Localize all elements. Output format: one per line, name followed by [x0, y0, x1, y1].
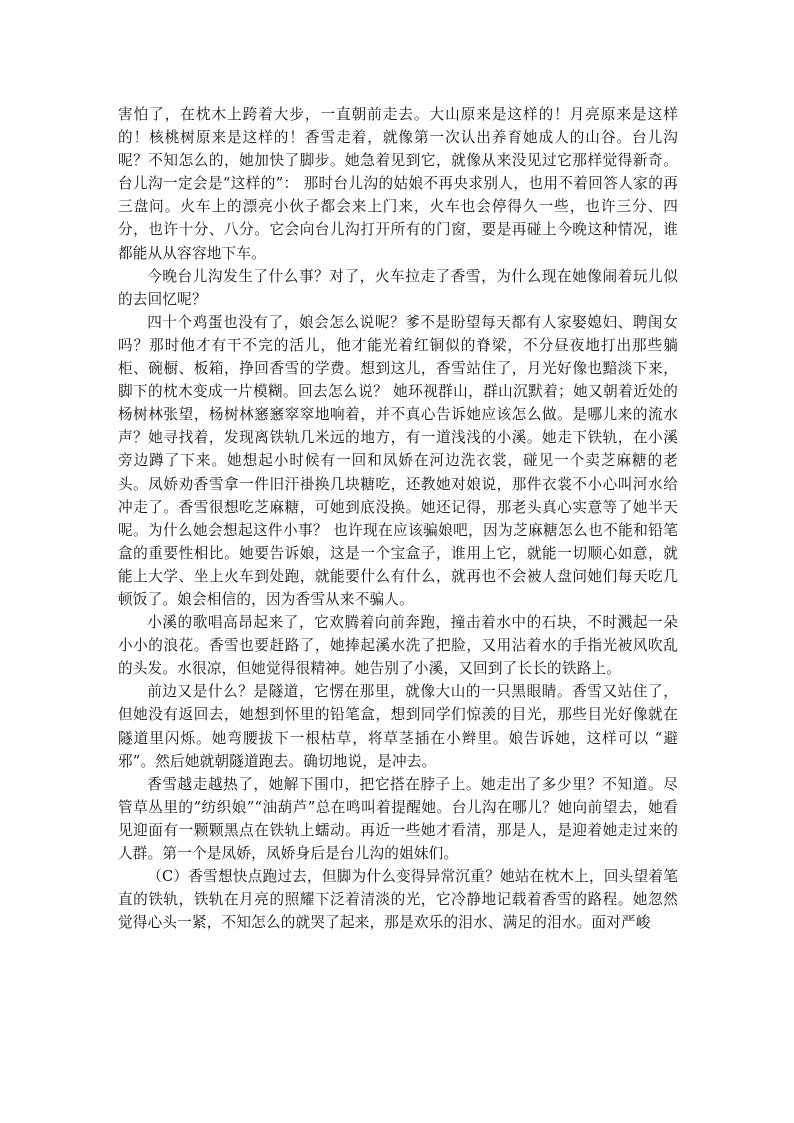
- paragraph-5: 前边又是什么？是隧道，它愣在那里，就像大山的一只黑眼睛。香雪又站住了，但她没有返回去，她想到怀里的铅笔盒，想到同学们惊羡的目光，那些目光好像就在隧道里闪烁。她弯腰拔下一根枯草，将草茎插在小辫里。娘告诉她，这样可以 “避邪”。然后她就朝隧道跑去。确切地说，是冲去。: [118, 683, 678, 770]
- paragraph-4: 小溪的歌唱高昂起来了，它欢腾着向前奔跑，撞击着水中的石块，不时溅起一朵小小的浪花。香雪也要赶路了，她捧起溪水洗了把脸，又用沾着水的手指光被风吹乱的头发。水很凉，但她觉得很精神。她告别了小溪，又回到了长长的铁路上。: [118, 614, 678, 678]
- document-page: [118, 103, 678, 934]
- paragraph-3: 四十个鸡蛋也没有了，娘会怎么说呢？爹不是盼望每天都有人家娶媳妇、聘闺女吗？那时他才有干不完的活儿，他才能光着红铜似的脊梁，不分昼夜地打出那些躺柜、碗橱、板箱，挣回香雪的学费。想到这儿，香雪站住了，月光好像也黯淡下来，脚下的枕木变成一片模糊。回去怎么说？ 她环视群山，群山沉默着；她又朝着近处的杨树林张望，杨树林窸窸窣窣地响着，并不真心告诉她应该怎么做。是哪儿来的流水声？她寻找着，发现离铁轨几米远的地方，有一道浅浅的小溪。她走下铁轨，在小溪旁边蹲了下来。她想起小时候有一回和凤娇在河边洗衣裳，碰见一个卖芝麻糖的老头。凤娇劝香雪拿一件旧汗褂换几块糖吃，还教她对娘说，那件衣裳不小心叫河水给冲走了。香雪很想吃芝麻糖，可她到底没换。她还记得，那老头真心实意等了她半天呢。为什么她会想起这件小事？ 也许现在应该骗娘吧，因为芝麻糖怎么也不能和铅笔盒的重要性相比。她要告诉娘，这是一个宝盒子，谁用上它，就能一切顺心如意，就能上大学、坐上火车到处跑，就能要什么有什么，就再也不会被人盘问她们每天吃几顿饭了。娘会相信的，因为香雪从来不骗人。: [118, 313, 678, 608]
- paragraph-6: 香雪越走越热了，她解下围巾，把它搭在脖子上。她走出了多少里？不知道。尽管草丛里的“纺织娘”“油葫芦”总在鸣叫着提醒她。台儿沟在哪儿？她向前望去，她看见迎面有一颗颗黑点在铁轨上蠕动。再近一些她才看清，那是人，是迎着她走过来的人群。第一个是凤娇，凤娇身后是台儿沟的姐妹们。: [118, 775, 678, 862]
- paragraph-2: 今晚台儿沟发生了什么事？对了，火车拉走了香雪，为什么现在她像闹着玩儿似的去回忆呢？: [118, 267, 678, 308]
- paragraph-7: （C）香雪想快点跑过去，但脚为什么变得异常沉重？她站在枕木上，回头望着笔直的铁轨，铁轨在月亮的照耀下泛着清淡的光，它冷静地记载着香雪的路程。她忽然觉得心头一紧，不知怎么的就哭了起来，那是欢乐的泪水、满足的泪水。面对严峻: [118, 868, 678, 932]
- paragraph-1: 害怕了，在枕木上跨着大步，一直朝前走去。大山原来是这样的！月亮原来是这样的！核桃树原来是这样的！香雪走着，就像第一次认出养育她成人的山谷。台儿沟呢？不知怎么的，她加快了脚步。她急着见到它，就像从来没见过它那样觉得新奇。台儿沟一定会是“这样的”： 那时台儿沟的姑娘不再央求别人，也用不着回答人家的再三盘问。火车上的漂亮小伙子都会来上门来，火车也会停得久一些，也许三分、四分，也许十分、八分。它会向台儿沟打开所有的门窗，要是再碰上今晚这种情况，谁都能从从容容地下车。: [118, 106, 678, 262]
